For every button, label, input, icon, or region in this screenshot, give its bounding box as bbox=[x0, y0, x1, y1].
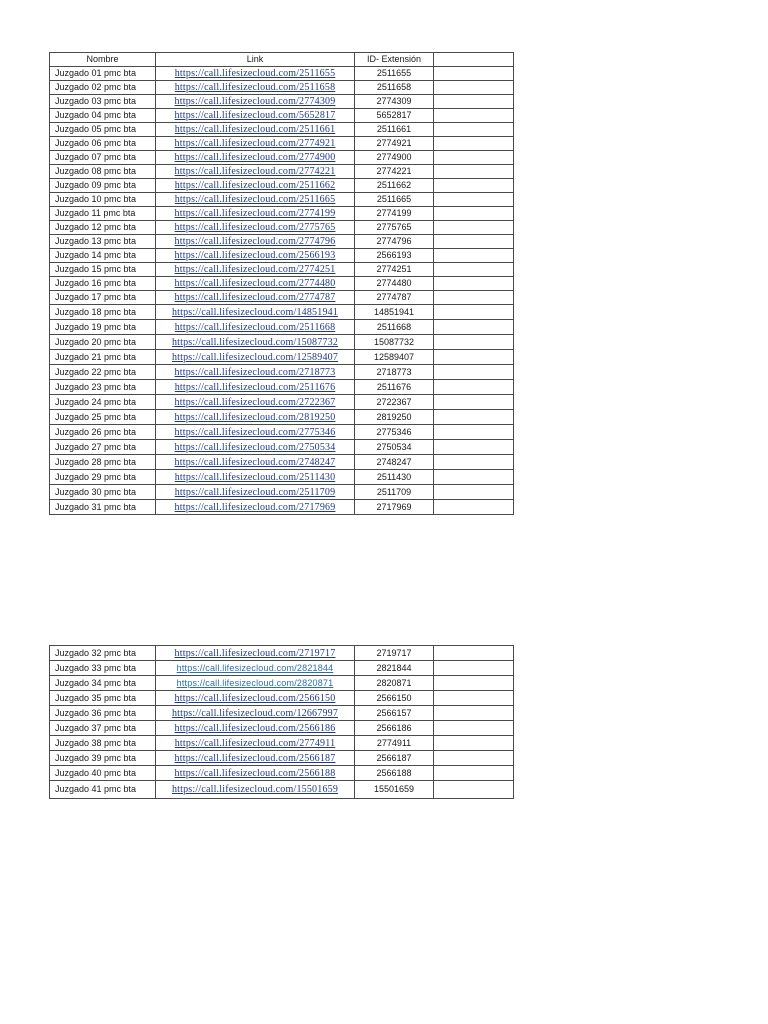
empty-cell bbox=[434, 165, 514, 179]
empty-cell bbox=[434, 721, 514, 736]
extension-id-cell: 2566186 bbox=[355, 721, 434, 736]
empty-cell bbox=[434, 221, 514, 235]
table-row bbox=[50, 277, 514, 291]
court-name-cell: Juzgado 20 pmc bta bbox=[50, 335, 156, 350]
empty-cell bbox=[434, 646, 514, 661]
table-row bbox=[50, 395, 514, 410]
table-row bbox=[50, 455, 514, 470]
court-name-cell: Juzgado 28 pmc bta bbox=[50, 455, 156, 470]
extension-id-cell: 2774251 bbox=[355, 263, 434, 277]
empty-cell bbox=[434, 676, 514, 691]
empty-cell bbox=[434, 781, 514, 799]
court-name-cell: Juzgado 14 pmc bta bbox=[50, 249, 156, 263]
extension-id-cell: 2775765 bbox=[355, 221, 434, 235]
link-cell bbox=[156, 751, 355, 766]
link-cell bbox=[156, 350, 355, 365]
table-row bbox=[50, 691, 514, 706]
empty-cell bbox=[434, 207, 514, 221]
meeting-link[interactable]: https://call.lifesizecloud.com/2774787 bbox=[174, 292, 336, 303]
extension-id-cell: 2750534 bbox=[355, 440, 434, 455]
extension-id-cell: 2722367 bbox=[355, 395, 434, 410]
court-name-cell: Juzgado 40 pmc bta bbox=[50, 766, 156, 781]
extension-id-cell: 2511658 bbox=[355, 81, 434, 95]
table-row bbox=[50, 781, 514, 799]
empty-cell bbox=[434, 661, 514, 676]
table-row bbox=[50, 676, 514, 691]
extension-id-cell: 2821844 bbox=[355, 661, 434, 676]
table-row bbox=[50, 706, 514, 721]
court-name-cell: Juzgado 38 pmc bta bbox=[50, 736, 156, 751]
extension-id-cell: 2774221 bbox=[355, 165, 434, 179]
meeting-link[interactable]: https://call.lifesizecloud.com/2511709 bbox=[174, 486, 336, 498]
link-cell bbox=[156, 320, 355, 335]
table-row bbox=[50, 470, 514, 485]
extension-id-cell: 5652817 bbox=[355, 109, 434, 123]
meeting-link[interactable]: https://call.lifesizecloud.com/2722367 bbox=[174, 396, 336, 408]
extension-id-cell: 2774900 bbox=[355, 151, 434, 165]
link-cell bbox=[156, 721, 355, 736]
meeting-link[interactable]: https://call.lifesizecloud.com/2566188 bbox=[174, 767, 336, 779]
empty-cell bbox=[434, 305, 514, 320]
meeting-link[interactable]: https://call.lifesizecloud.com/2821844 bbox=[176, 662, 334, 673]
meeting-link[interactable]: https://call.lifesizecloud.com/2511668 bbox=[174, 321, 336, 333]
empty-cell bbox=[434, 193, 514, 207]
extension-id-cell: 2566187 bbox=[355, 751, 434, 766]
court-name-cell: Juzgado 34 pmc bta bbox=[50, 676, 156, 691]
table-1-body bbox=[50, 67, 514, 515]
court-name-cell: Juzgado 22 pmc bta bbox=[50, 365, 156, 380]
empty-cell bbox=[434, 137, 514, 151]
table-row bbox=[50, 179, 514, 193]
link-cell bbox=[156, 151, 355, 165]
table-row bbox=[50, 425, 514, 440]
meeting-link[interactable]: https://call.lifesizecloud.com/2718773 bbox=[174, 366, 336, 378]
court-name-cell: Juzgado 25 pmc bta bbox=[50, 410, 156, 425]
court-name-cell: Juzgado 07 pmc bta bbox=[50, 151, 156, 165]
table-row bbox=[50, 721, 514, 736]
court-name-cell: Juzgado 33 pmc bta bbox=[50, 661, 156, 676]
meeting-link[interactable]: https://call.lifesizecloud.com/2566186 bbox=[174, 722, 336, 734]
meeting-link[interactable]: https://call.lifesizecloud.com/2775765 bbox=[174, 222, 336, 233]
court-name-cell: Juzgado 39 pmc bta bbox=[50, 751, 156, 766]
empty-cell bbox=[434, 95, 514, 109]
link-cell bbox=[156, 410, 355, 425]
table-row bbox=[50, 249, 514, 263]
table-row bbox=[50, 410, 514, 425]
link-cell bbox=[156, 305, 355, 320]
court-name-cell: Juzgado 02 pmc bta bbox=[50, 81, 156, 95]
court-name-cell: Juzgado 04 pmc bta bbox=[50, 109, 156, 123]
empty-cell bbox=[434, 691, 514, 706]
header-row bbox=[50, 53, 514, 67]
empty-cell bbox=[434, 706, 514, 721]
link-cell bbox=[156, 165, 355, 179]
header-empty bbox=[434, 53, 514, 67]
table-row bbox=[50, 137, 514, 151]
table-row bbox=[50, 335, 514, 350]
meeting-link[interactable]: https://call.lifesizecloud.com/14851941 bbox=[171, 306, 339, 318]
meeting-link[interactable]: https://call.lifesizecloud.com/2511662 bbox=[174, 180, 336, 191]
link-cell bbox=[156, 263, 355, 277]
court-name-cell: Juzgado 08 pmc bta bbox=[50, 165, 156, 179]
meeting-link[interactable]: https://call.lifesizecloud.com/2775346 bbox=[174, 426, 336, 438]
empty-cell bbox=[434, 67, 514, 81]
extension-id-cell: 2511661 bbox=[355, 123, 434, 137]
extension-id-cell: 2717969 bbox=[355, 500, 434, 515]
empty-cell bbox=[434, 425, 514, 440]
empty-cell bbox=[434, 109, 514, 123]
link-cell bbox=[156, 109, 355, 123]
table-row bbox=[50, 440, 514, 455]
extension-id-cell: 2719717 bbox=[355, 646, 434, 661]
extension-id-cell: 2748247 bbox=[355, 455, 434, 470]
court-name-cell: Juzgado 13 pmc bta bbox=[50, 235, 156, 249]
meeting-link[interactable]: https://call.lifesizecloud.com/2819250 bbox=[174, 411, 336, 423]
extension-id-cell: 2774480 bbox=[355, 277, 434, 291]
meeting-link[interactable]: https://call.lifesizecloud.com/12589407 bbox=[171, 351, 339, 363]
table-row bbox=[50, 123, 514, 137]
meeting-link[interactable]: https://call.lifesizecloud.com/15501659 bbox=[171, 784, 339, 795]
meeting-link[interactable]: https://call.lifesizecloud.com/2566193 bbox=[174, 250, 336, 261]
meeting-link[interactable]: https://call.lifesizecloud.com/2719717 bbox=[174, 647, 336, 659]
table-row bbox=[50, 380, 514, 395]
table-row bbox=[50, 207, 514, 221]
table-row bbox=[50, 305, 514, 320]
extension-id-cell: 2566157 bbox=[355, 706, 434, 721]
extension-id-cell: 2511665 bbox=[355, 193, 434, 207]
extension-id-cell: 2718773 bbox=[355, 365, 434, 380]
court-name-cell: Juzgado 29 pmc bta bbox=[50, 470, 156, 485]
table-row bbox=[50, 95, 514, 109]
courts-table-1 bbox=[49, 52, 514, 515]
link-cell bbox=[156, 123, 355, 137]
table-row bbox=[50, 766, 514, 781]
empty-cell bbox=[434, 81, 514, 95]
link-cell bbox=[156, 781, 355, 799]
court-name-cell: Juzgado 24 pmc bta bbox=[50, 395, 156, 410]
link-cell bbox=[156, 440, 355, 455]
table-row bbox=[50, 485, 514, 500]
link-cell bbox=[156, 470, 355, 485]
extension-id-cell: 2774796 bbox=[355, 235, 434, 249]
extension-id-cell: 2566150 bbox=[355, 691, 434, 706]
link-cell bbox=[156, 207, 355, 221]
extension-id-cell: 2511655 bbox=[355, 67, 434, 81]
table-row bbox=[50, 661, 514, 676]
meeting-link[interactable]: https://call.lifesizecloud.com/2774480 bbox=[174, 278, 336, 289]
empty-cell bbox=[434, 485, 514, 500]
meeting-link[interactable]: https://call.lifesizecloud.com/2774796 bbox=[174, 236, 336, 247]
table-row bbox=[50, 221, 514, 235]
meeting-link[interactable]: https://call.lifesizecloud.com/2511661 bbox=[174, 124, 336, 135]
meeting-link[interactable]: https://call.lifesizecloud.com/5652817 bbox=[174, 110, 336, 121]
court-name-cell: Juzgado 37 pmc bta bbox=[50, 721, 156, 736]
empty-cell bbox=[434, 263, 514, 277]
court-name-cell: Juzgado 16 pmc bta bbox=[50, 277, 156, 291]
court-name-cell: Juzgado 01 pmc bta bbox=[50, 67, 156, 81]
empty-cell bbox=[434, 151, 514, 165]
empty-cell bbox=[434, 350, 514, 365]
empty-cell bbox=[434, 123, 514, 137]
court-name-cell: Juzgado 36 pmc bta bbox=[50, 706, 156, 721]
meeting-link[interactable]: https://call.lifesizecloud.com/2774921 bbox=[174, 138, 336, 149]
link-cell bbox=[156, 221, 355, 235]
court-name-cell: Juzgado 32 pmc bta bbox=[50, 646, 156, 661]
empty-cell bbox=[434, 736, 514, 751]
court-name-cell: Juzgado 19 pmc bta bbox=[50, 320, 156, 335]
meeting-link[interactable]: https://call.lifesizecloud.com/2774251 bbox=[174, 264, 336, 275]
link-cell bbox=[156, 736, 355, 751]
link-cell bbox=[156, 137, 355, 151]
empty-cell bbox=[434, 455, 514, 470]
table-row bbox=[50, 151, 514, 165]
link-cell bbox=[156, 661, 355, 676]
extension-id-cell: 2820871 bbox=[355, 676, 434, 691]
extension-id-cell: 2774309 bbox=[355, 95, 434, 109]
meeting-link[interactable]: https://call.lifesizecloud.com/12667997 bbox=[171, 707, 339, 719]
empty-cell bbox=[434, 395, 514, 410]
meeting-link[interactable]: https://call.lifesizecloud.com/2774221 bbox=[174, 166, 336, 177]
table-row bbox=[50, 81, 514, 95]
extension-id-cell: 2774911 bbox=[355, 736, 434, 751]
extension-id-cell: 2775346 bbox=[355, 425, 434, 440]
court-name-cell: Juzgado 10 pmc bta bbox=[50, 193, 156, 207]
table-2-body bbox=[50, 646, 514, 799]
courts-table-2 bbox=[49, 645, 514, 799]
court-name-cell: Juzgado 30 pmc bta bbox=[50, 485, 156, 500]
table-row bbox=[50, 736, 514, 751]
extension-id-cell: 2511676 bbox=[355, 380, 434, 395]
empty-cell bbox=[434, 766, 514, 781]
meeting-link[interactable]: https://call.lifesizecloud.com/2511665 bbox=[174, 194, 336, 205]
court-name-cell: Juzgado 26 pmc bta bbox=[50, 425, 156, 440]
table-row bbox=[50, 165, 514, 179]
link-cell bbox=[156, 706, 355, 721]
court-name-cell: Juzgado 06 pmc bta bbox=[50, 137, 156, 151]
extension-id-cell: 2566193 bbox=[355, 249, 434, 263]
table-row bbox=[50, 291, 514, 305]
table-row bbox=[50, 67, 514, 81]
header-id: ID- Extensión bbox=[355, 53, 434, 67]
meeting-link[interactable]: https://call.lifesizecloud.com/2774900 bbox=[174, 152, 336, 163]
table-row bbox=[50, 235, 514, 249]
extension-id-cell: 2819250 bbox=[355, 410, 434, 425]
empty-cell bbox=[434, 235, 514, 249]
extension-id-cell: 2511668 bbox=[355, 320, 434, 335]
extension-id-cell: 2566188 bbox=[355, 766, 434, 781]
meeting-link[interactable]: https://call.lifesizecloud.com/15087732 bbox=[171, 336, 339, 348]
empty-cell bbox=[434, 470, 514, 485]
extension-id-cell: 2511662 bbox=[355, 179, 434, 193]
table-row bbox=[50, 751, 514, 766]
meeting-link[interactable]: https://call.lifesizecloud.com/2511655 bbox=[174, 68, 336, 79]
header-link: Link bbox=[156, 53, 355, 67]
empty-cell bbox=[434, 500, 514, 515]
court-name-cell: Juzgado 09 pmc bta bbox=[50, 179, 156, 193]
link-cell bbox=[156, 485, 355, 500]
empty-cell bbox=[434, 365, 514, 380]
link-cell bbox=[156, 179, 355, 193]
link-cell bbox=[156, 500, 355, 515]
meeting-link[interactable]: https://call.lifesizecloud.com/2750534 bbox=[174, 441, 336, 453]
header-name: Nombre bbox=[50, 53, 156, 67]
empty-cell bbox=[434, 335, 514, 350]
table-row bbox=[50, 263, 514, 277]
link-cell bbox=[156, 691, 355, 706]
meeting-link[interactable]: https://call.lifesizecloud.com/2774199 bbox=[174, 208, 336, 219]
court-name-cell: Juzgado 27 pmc bta bbox=[50, 440, 156, 455]
table-row bbox=[50, 500, 514, 515]
court-name-cell: Juzgado 17 pmc bta bbox=[50, 291, 156, 305]
link-cell bbox=[156, 291, 355, 305]
extension-id-cell: 2511709 bbox=[355, 485, 434, 500]
link-cell bbox=[156, 235, 355, 249]
link-cell bbox=[156, 766, 355, 781]
empty-cell bbox=[434, 277, 514, 291]
meeting-link[interactable]: https://call.lifesizecloud.com/2511658 bbox=[174, 82, 336, 93]
meeting-link[interactable]: https://call.lifesizecloud.com/2748247 bbox=[174, 456, 336, 468]
empty-cell bbox=[434, 249, 514, 263]
court-name-cell: Juzgado 23 pmc bta bbox=[50, 380, 156, 395]
court-name-cell: Juzgado 15 pmc bta bbox=[50, 263, 156, 277]
table-row bbox=[50, 646, 514, 661]
court-name-cell: Juzgado 35 pmc bta bbox=[50, 691, 156, 706]
court-name-cell: Juzgado 05 pmc bta bbox=[50, 123, 156, 137]
empty-cell bbox=[434, 751, 514, 766]
extension-id-cell: 15501659 bbox=[355, 781, 434, 799]
meeting-link[interactable]: https://call.lifesizecloud.com/2511676 bbox=[174, 381, 336, 393]
link-cell bbox=[156, 676, 355, 691]
empty-cell bbox=[434, 380, 514, 395]
court-name-cell: Juzgado 03 pmc bta bbox=[50, 95, 156, 109]
link-cell bbox=[156, 335, 355, 350]
court-name-cell: Juzgado 12 pmc bta bbox=[50, 221, 156, 235]
table-row bbox=[50, 109, 514, 123]
link-cell bbox=[156, 395, 355, 410]
court-name-cell: Juzgado 11 pmc bta bbox=[50, 207, 156, 221]
link-cell bbox=[156, 425, 355, 440]
extension-id-cell: 15087732 bbox=[355, 335, 434, 350]
court-name-cell: Juzgado 41 pmc bta bbox=[50, 781, 156, 799]
link-cell bbox=[156, 380, 355, 395]
link-cell bbox=[156, 249, 355, 263]
extension-id-cell: 2774787 bbox=[355, 291, 434, 305]
extension-id-cell: 12589407 bbox=[355, 350, 434, 365]
meeting-link[interactable]: https://call.lifesizecloud.com/2566187 bbox=[174, 752, 336, 764]
table-row bbox=[50, 365, 514, 380]
link-cell bbox=[156, 646, 355, 661]
meeting-link[interactable]: https://call.lifesizecloud.com/2566150 bbox=[174, 692, 336, 704]
link-cell bbox=[156, 193, 355, 207]
meeting-link[interactable]: https://call.lifesizecloud.com/2774911 bbox=[174, 737, 336, 749]
court-name-cell: Juzgado 21 pmc bta bbox=[50, 350, 156, 365]
empty-cell bbox=[434, 291, 514, 305]
court-name-cell: Juzgado 31 pmc bta bbox=[50, 500, 156, 515]
link-cell bbox=[156, 277, 355, 291]
link-cell bbox=[156, 95, 355, 109]
court-name-cell: Juzgado 18 pmc bta bbox=[50, 305, 156, 320]
meeting-link[interactable]: https://call.lifesizecloud.com/2774309 bbox=[174, 96, 336, 107]
empty-cell bbox=[434, 440, 514, 455]
extension-id-cell: 14851941 bbox=[355, 305, 434, 320]
link-cell bbox=[156, 365, 355, 380]
extension-id-cell: 2774921 bbox=[355, 137, 434, 151]
extension-id-cell: 2774199 bbox=[355, 207, 434, 221]
table-row bbox=[50, 350, 514, 365]
link-cell bbox=[156, 67, 355, 81]
extension-id-cell: 2511430 bbox=[355, 470, 434, 485]
empty-cell bbox=[434, 410, 514, 425]
link-cell bbox=[156, 81, 355, 95]
meeting-link[interactable]: https://call.lifesizecloud.com/2717969 bbox=[174, 501, 336, 513]
meeting-link[interactable]: https://call.lifesizecloud.com/2820871 bbox=[176, 677, 334, 688]
empty-cell bbox=[434, 179, 514, 193]
meeting-link[interactable]: https://call.lifesizecloud.com/2511430 bbox=[174, 471, 336, 483]
empty-cell bbox=[434, 320, 514, 335]
link-cell bbox=[156, 455, 355, 470]
table-row bbox=[50, 320, 514, 335]
table-row bbox=[50, 193, 514, 207]
